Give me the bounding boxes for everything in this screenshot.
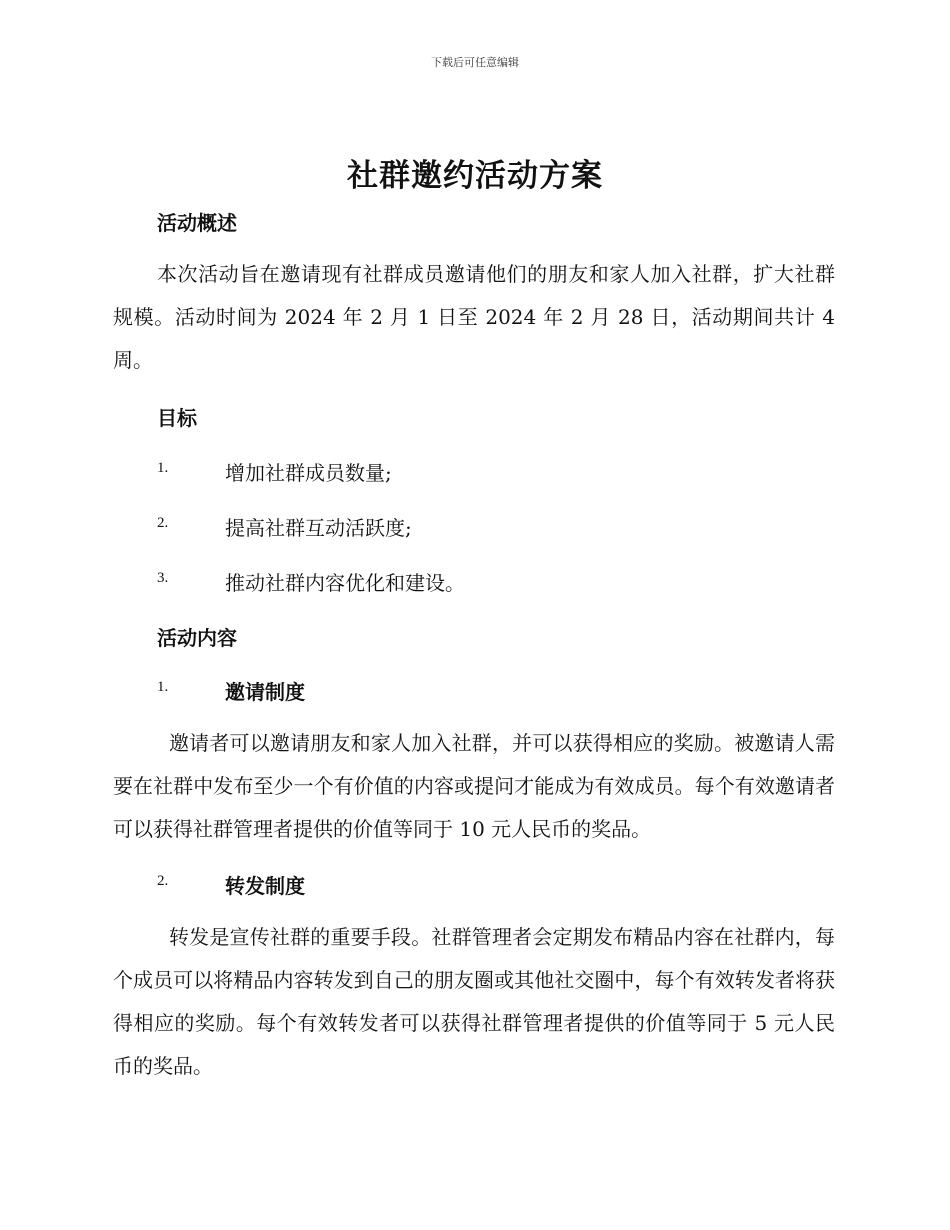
section-heading-content: 活动内容	[157, 626, 237, 650]
list-number: 2.	[157, 515, 169, 531]
list-number: 1.	[157, 679, 169, 695]
forward-paragraph: 转发是宣传社群的重要手段。社群管理者会定期发布精品内容在社群内，每个成员可以将精品内容转发到自己的朋友圈或其他社交圈中，每个有效转发者将获得相应的奖励。每个有效转发者可以获得社群管理者提供的价值等同于 5 元人民币的奖品。	[113, 925, 835, 1078]
subsection-title: 转发制度	[225, 874, 305, 898]
list-number: 3.	[157, 570, 169, 586]
page-header-note: 下载后可任意编辑	[431, 56, 519, 69]
invite-paragraph: 邀请者可以邀请朋友和家人加入社群，并可以获得相应的奖励。被邀请人需要在社群中发布至少一个有价值的内容或提问才能成为有效成员。每个有效邀请者可以获得社群管理者提供的价值等同于 10 元人民币的奖品。	[113, 731, 835, 841]
goal-list-item	[157, 457, 837, 487]
document-title: 社群邀约活动方案	[347, 158, 603, 194]
overview-paragraph: 本次活动旨在邀请现有社群成员邀请他们的朋友和家人加入社群，扩大社群规模。活动时间为 2024 年 2 月 1 日至 2024 年 2 月 28 日，活动期间共计 4 周。	[113, 262, 835, 372]
list-text: 增加社群成员数量;	[225, 461, 392, 485]
list-text: 提高社群互动活跃度;	[225, 516, 412, 540]
goal-list-item	[157, 512, 837, 542]
goal-list-item	[157, 567, 837, 597]
section-heading-goals: 目标	[157, 406, 197, 430]
subsection-heading-forward	[157, 870, 837, 900]
subsection-heading-invite	[157, 676, 837, 706]
section-heading-overview: 活动概述	[157, 211, 237, 235]
list-number: 2.	[157, 873, 169, 889]
subsection-title: 邀请制度	[225, 680, 305, 704]
list-number: 1.	[157, 460, 169, 476]
list-text: 推动社群内容优化和建设。	[225, 571, 465, 595]
